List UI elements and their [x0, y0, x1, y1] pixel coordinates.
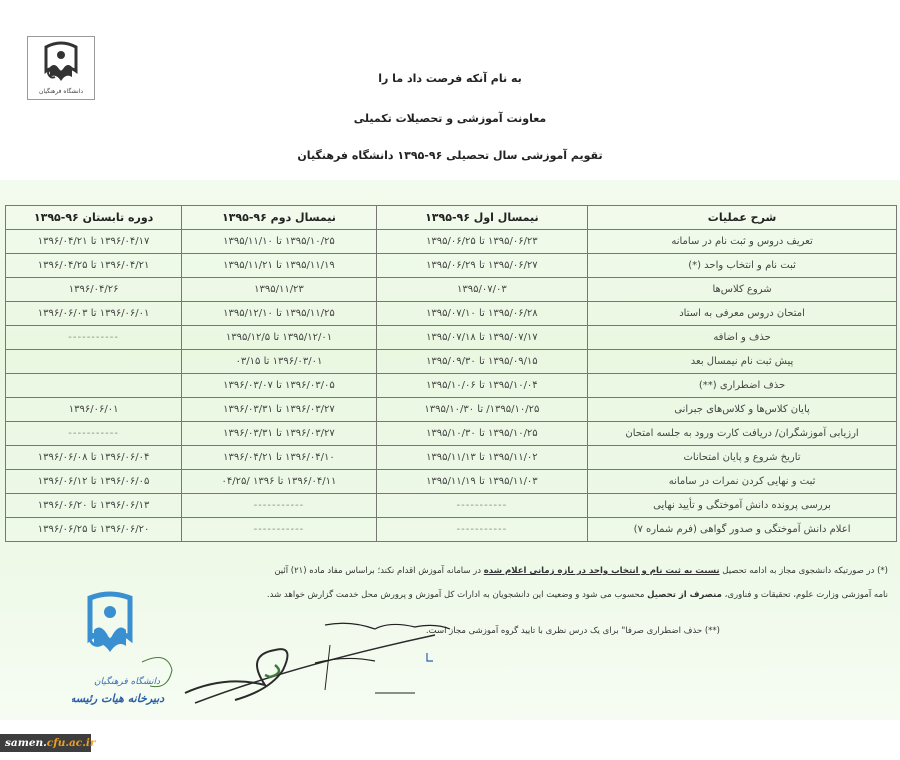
cell-semester-2: ۱۳۹۵/۱۱/۲۳: [182, 278, 376, 302]
table-row: [6, 254, 897, 278]
cell-summer: [6, 350, 182, 374]
footnote-registration: [274, 566, 888, 576]
table-row: [6, 518, 897, 542]
cell-description: اعلام دانش آموختگی و صدور گواهی (فرم شماره ۷): [588, 518, 897, 542]
footnote-emphasis: منصرف از تحصیل: [647, 590, 722, 600]
cell-description: حذف و اضافه: [588, 326, 897, 350]
svg-text:دبیرخانه هیات رئیسه: دبیرخانه هیات رئیسه: [72, 692, 165, 705]
cell-semester-1: -----------: [376, 518, 587, 542]
cell-semester-2: ۱۳۹۵/۱۲/۰۱ تا ۱۳۹۵/۱۲/۵: [182, 326, 376, 350]
cell-summer: ۱۳۹۶/۰۴/۲۱ تا ۱۳۹۶/۰۴/۲۵: [6, 254, 182, 278]
cell-semester-2: ۱۳۹۶/۰۳/۰۵ تا ۱۳۹۶/۰۳/۰۷: [182, 374, 376, 398]
cell-summer: ۱۳۹۶/۰۶/۰۱: [6, 398, 182, 422]
svg-text:دانشگاه فرهنگیان: دانشگاه فرهنگیان: [93, 677, 161, 687]
table-row: [6, 446, 897, 470]
cell-description: پیش ثبت نام نیمسال بعد: [588, 350, 897, 374]
cell-description: ثبت و نهایی کردن نمرات در سامانه: [588, 470, 897, 494]
cell-semester-2: ۱۳۹۶/۰۳/۲۷ تا ۱۳۹۶/۰۳/۳۱: [182, 398, 376, 422]
cell-summer: -----------: [6, 326, 182, 350]
table-row: [6, 398, 897, 422]
svg-text:دانشگاه فرهنگیان: دانشگاه فرهنگیان: [38, 88, 84, 95]
cell-summer: ۱۳۹۶/۰۶/۲۰ تا ۱۳۹۶/۰۶/۲۵: [6, 518, 182, 542]
cell-description: بررسی پرونده دانش آموختگی و تأیید نهایی: [588, 494, 897, 518]
cell-semester-1: ۱۳۹۵/۰۶/۲۳ تا ۱۳۹۵/۰۶/۲۵: [376, 230, 587, 254]
cell-semester-1: ۱۳۹۵/۱۰/۲۵/ تا ۱۳۹۵/۱۰/۳۰: [376, 398, 587, 422]
cell-semester-2: ۱۳۹۵/۱۰/۲۵ تا ۱۳۹۵/۱۱/۱۰: [182, 230, 376, 254]
cell-semester-1: ۱۳۹۵/۱۱/۰۳ تا ۱۳۹۵/۱۱/۱۹: [376, 470, 587, 494]
signature-icon: [175, 615, 465, 710]
footnote-emergency-drop: (**) حذف اضطراری صرفا" برای یک درس نظری با تایید گروه آموزشی مجاز است.: [425, 626, 720, 636]
table-row: [6, 278, 897, 302]
footnote-registration-cont: [267, 590, 888, 600]
cell-summer: ۱۳۹۶/۰۴/۲۶: [6, 278, 182, 302]
footnote-text: (*) در صورتیکه دانشجوی مجاز به ادامه تحصیل: [719, 566, 888, 576]
header-department: معاونت آموزشی و تحصیلات تکمیلی: [353, 112, 547, 125]
academic-calendar-table: [5, 205, 897, 542]
cell-semester-1: ۱۳۹۵/۰۶/۲۸ تا ۱۳۹۵/۰۷/۱۰: [376, 302, 587, 326]
watermark-domain: cfu.ac.ir: [46, 737, 96, 749]
header-basmala: به نام آنکه فرصت داد ما را: [378, 72, 522, 85]
cell-semester-1: ۱۳۹۵/۰۹/۱۵ تا ۱۳۹۵/۰۹/۳۰: [376, 350, 587, 374]
cell-summer: ۱۳۹۶/۰۴/۱۷ تا ۱۳۹۶/۰۴/۲۱: [6, 230, 182, 254]
table-row: [6, 326, 897, 350]
cell-semester-2: -----------: [182, 518, 376, 542]
cell-semester-1: ۱۳۹۵/۰۷/۰۳: [376, 278, 587, 302]
cell-semester-2: ۱۳۹۶/۰۴/۱۱ تا ۱۳۹۶ /۰۴/۲۵: [182, 470, 376, 494]
cell-semester-1: ۱۳۹۵/۱۰/۰۴ تا ۱۳۹۵/۱۰/۰۶: [376, 374, 587, 398]
watermark-prefix: samen.: [5, 737, 47, 749]
cell-semester-2: ۱۳۹۵/۱۱/۱۹ تا ۱۳۹۵/۱۱/۲۱: [182, 254, 376, 278]
table-row: [6, 422, 897, 446]
university-logo: [27, 36, 95, 100]
cell-summer: ۱۳۹۶/۰۶/۰۵ تا ۱۳۹۶/۰۶/۱۲: [6, 470, 182, 494]
cell-semester-1: ۱۳۹۵/۰۶/۲۷ تا ۱۳۹۵/۰۶/۲۹: [376, 254, 587, 278]
col-header-summer: دوره تابستان ۹۶-۱۳۹۵: [6, 206, 182, 230]
table-row: [6, 350, 897, 374]
col-header-semester-1: نیمسال اول ۹۶-۱۳۹۵: [376, 206, 587, 230]
cell-semester-1: ۱۳۹۵/۱۰/۲۵ تا ۱۳۹۵/۱۰/۳۰: [376, 422, 587, 446]
cell-summer: [6, 374, 182, 398]
cell-summer: ۱۳۹۶/۰۶/۰۱ تا ۱۳۹۶/۰۶/۰۳: [6, 302, 182, 326]
cell-semester-1: ۱۳۹۵/۰۷/۱۷ تا ۱۳۹۵/۰۷/۱۸: [376, 326, 587, 350]
cell-semester-2: ۱۳۹۶/۰۳/۲۷ تا ۱۳۹۶/۰۳/۳۱: [182, 422, 376, 446]
table-header-row: [6, 206, 897, 230]
farhangian-logo-icon: [28, 37, 94, 99]
cell-description: شروع کلاس‌ها: [588, 278, 897, 302]
site-watermark: [0, 734, 96, 752]
cell-semester-2: -----------: [182, 494, 376, 518]
cell-summer: ۱۳۹۶/۰۶/۱۳ تا ۱۳۹۶/۰۶/۲۰: [6, 494, 182, 518]
cell-semester-1: ۱۳۹۵/۱۱/۰۲ تا ۱۳۹۵/۱۱/۱۳: [376, 446, 587, 470]
cell-description: تعریف دروس و ثبت نام در سامانه: [588, 230, 897, 254]
col-header-description: شرح عملیات: [588, 206, 897, 230]
table-row: [6, 302, 897, 326]
table-row: [6, 374, 897, 398]
table-row: [6, 494, 897, 518]
footnote-text: در سامانه آموزش اقدام نکند؛ براساس مفاد ماده (۲۱) آئین: [274, 566, 484, 576]
footnote-text: نامه آموزشی وزارت علوم، تحقیقات و فناوری،: [721, 590, 888, 600]
cell-description: حذف اضطراری (**): [588, 374, 897, 398]
table-row: [6, 230, 897, 254]
cell-summer: -----------: [6, 422, 182, 446]
cell-description: ثبت نام و انتخاب واحد (*): [588, 254, 897, 278]
cell-semester-2: ۱۳۹۶/۰۳/۰۱ تا ۰۳/۱۵: [182, 350, 376, 374]
cell-description: امتحان دروس معرفی به استاد: [588, 302, 897, 326]
stamp-logo-icon: [72, 590, 182, 710]
cell-semester-1: -----------: [376, 494, 587, 518]
university-stamp: [72, 590, 182, 710]
cell-description: ارزیابی آموزشگران/ دریافت کارت ورود به جلسه امتحان: [588, 422, 897, 446]
page-title: تقویم آموزشی سال تحصیلی ۹۶-۱۳۹۵ دانشگاه فرهنگیان: [297, 149, 603, 162]
cell-description: تاریخ شروع و پایان امتحانات: [588, 446, 897, 470]
footnote-text: محسوب می شود و وضعیت این دانشجویان به ادارات کل آموزش و پرورش محل خدمت گزارش خواهد شد.: [266, 590, 648, 600]
cell-semester-2: ۱۳۹۶/۰۴/۱۰ تا ۱۳۹۶/۰۴/۲۱: [182, 446, 376, 470]
cell-semester-2: ۱۳۹۵/۱۱/۲۵ تا ۱۳۹۵/۱۲/۱۰: [182, 302, 376, 326]
table-row: [6, 470, 897, 494]
cell-summer: ۱۳۹۶/۰۶/۰۴ تا ۱۳۹۶/۰۶/۰۸: [6, 446, 182, 470]
col-header-semester-2: نیمسال دوم ۹۶-۱۳۹۵: [182, 206, 376, 230]
cell-description: پایان کلاس‌ها و کلاس‌های جبرانی: [588, 398, 897, 422]
footnote-emphasis: نسبت به ثبت نام و انتخاب واحد در بازه زمانی اعلام شده: [483, 566, 720, 576]
